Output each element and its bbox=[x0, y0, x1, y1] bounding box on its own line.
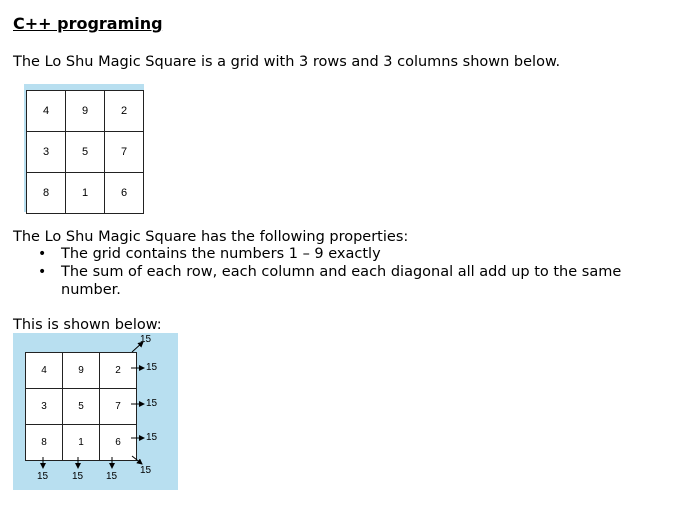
grid-cell: 6 bbox=[100, 425, 137, 461]
list-item: • The sum of each row, each column and each diagonal all add up to the same number. bbox=[38, 263, 638, 299]
row-sum-1: 15 bbox=[146, 362, 158, 373]
col-sum-3: 15 bbox=[106, 471, 118, 482]
col-sum-1: 15 bbox=[37, 471, 49, 482]
grid-cell: 8 bbox=[27, 173, 66, 214]
grid-cell: 7 bbox=[105, 132, 144, 173]
diagonal-sum-top: 15 bbox=[140, 334, 152, 345]
page-title: C++ programing bbox=[13, 14, 163, 33]
grid-cell: 4 bbox=[26, 353, 63, 389]
magic-square-grid bbox=[26, 90, 144, 214]
grid-cell: 9 bbox=[63, 353, 100, 389]
grid-cell: 1 bbox=[66, 173, 105, 214]
properties-list bbox=[38, 245, 638, 299]
sum-arrows bbox=[13, 333, 178, 490]
grid-cell: 6 bbox=[105, 173, 144, 214]
intro-paragraph: The Lo Shu Magic Square is a grid with 3 rows and 3 columns shown below. bbox=[13, 54, 561, 70]
grid-cell: 2 bbox=[100, 353, 137, 389]
col-sum-2: 15 bbox=[72, 471, 84, 482]
grid-cell: 7 bbox=[100, 389, 137, 425]
list-item: • The grid contains the numbers 1 – 9 exactly bbox=[38, 245, 638, 263]
grid-row bbox=[27, 91, 144, 132]
grid-cell: 4 bbox=[27, 91, 66, 132]
row-sum-2: 15 bbox=[146, 398, 158, 409]
grid-cell: 3 bbox=[26, 389, 63, 425]
grid-cell: 2 bbox=[105, 91, 144, 132]
grid-row bbox=[27, 173, 144, 214]
grid-row bbox=[27, 132, 144, 173]
diagonal-sum-bottom: 15 bbox=[140, 465, 152, 476]
grid-cell: 5 bbox=[66, 132, 105, 173]
magic-square-sums-figure bbox=[13, 333, 178, 490]
shown-below-label: This is shown below: bbox=[13, 317, 162, 333]
magic-square-figure bbox=[24, 84, 144, 212]
grid-cell: 3 bbox=[27, 132, 66, 173]
grid-cell: 9 bbox=[66, 91, 105, 132]
row-sum-3: 15 bbox=[146, 432, 158, 443]
grid-cell: 5 bbox=[63, 389, 100, 425]
diagonal-arrow-bottom bbox=[132, 456, 142, 464]
grid-cell: 1 bbox=[63, 425, 100, 461]
properties-heading: The Lo Shu Magic Square has the following properties: bbox=[13, 229, 409, 245]
grid-cell: 8 bbox=[26, 425, 63, 461]
